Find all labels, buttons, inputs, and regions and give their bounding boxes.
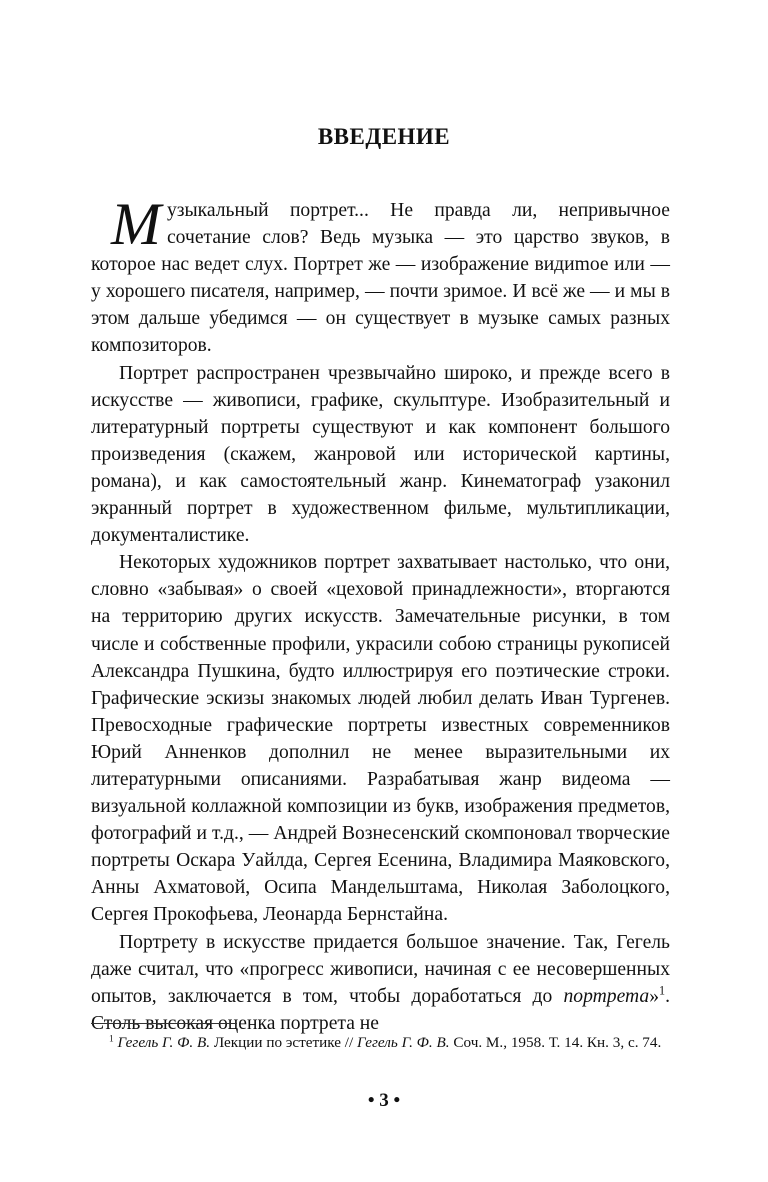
paragraph-2: Портрет распространен чрезвычайно широко, и прежде всего в искусстве — живописи, графике, скульптуре. Изобразительный и литературный портреты существуют и как компонент большого произведения (скажем, жанровой или исторической картины, романа), и как самостоятельный жанр. Кинематограф узаконил экранный портрет в художественном фильме, мультипликации, документалистике. bbox=[91, 362, 670, 547]
chapter-title: ВВЕДЕНИЕ bbox=[317, 124, 451, 149]
footnote-reference: 1 bbox=[659, 983, 666, 998]
paragraph-4-text-start: Портрету в искусстве придается большое значение. Так, Гегель даже считал, что «прогресс живописи, начиная с ее несовершенных опытов, заключается в том, чтобы доработаться до bbox=[91, 931, 670, 1007]
drop-cap: М bbox=[111, 191, 161, 257]
footnote-text-2: Соч. М., 1958. Т. 14. Кн. 3, с. 74. bbox=[449, 1034, 662, 1051]
paragraph-4 bbox=[91, 929, 670, 1037]
footnote-mark: 1 bbox=[109, 1034, 114, 1045]
paragraph-1-text: узыкальный портрет... Не правда ли, непривычное сочетание слов? Ведь музыка — это царство звуков, в которое нас ведет слух. Портрет же — изображение видиmое или — у хорошего писателя, например, — почти зримое. И всё же — и мы в этом дальше убедимся — он существует в музыке самых разных композиторов. bbox=[91, 200, 670, 357]
paragraph-4-text-end: . Столь высокая оценка портрета не bbox=[91, 985, 670, 1034]
footnote-author-1: Гегель Г. Ф. В. bbox=[117, 1034, 211, 1051]
paragraph-1 bbox=[91, 191, 670, 360]
body-text bbox=[91, 191, 670, 1037]
footnote-text-1: Лекции по эстетике // bbox=[210, 1034, 358, 1051]
footnote bbox=[91, 1032, 670, 1053]
page-number: • 3 • bbox=[367, 1090, 401, 1111]
footnote-author-2: Гегель Г. Ф. В. bbox=[357, 1034, 450, 1051]
paragraph-3: Некоторых художников портрет захватывает настолько, что они, словно «забывая» о своей «цеховой принадлежности», вторгаются на территорию других искусств. Замечательные рисунки, в том числе и собственные профили, украсили собою страницы рукописей Александра Пушкина, будто иллюстрируя его поэтические строки. Графические эскизы знакомых людей любил делать Иван Тургенев. Превосходные графические портреты известных современников Юрий Анненков дополнил не менее выразительными их литературными описаниями. Разрабатывая жанр видеома — визуальной коллажной композиции из букв, изображения предметов, фотографий и т.д., — Андрей Вознесенский скомпоновал творческие портреты Оскара Уайлда, Сергея Есенина, Владимира Маяковского, Анны Ахматовой, Осипа Мандельштама, Николая Заболоцкого, Сергея Прокофьева, Леонарда Бернстайна. bbox=[91, 552, 670, 926]
closing-quote: » bbox=[649, 985, 660, 1007]
paragraph-4-italic-word: портрета bbox=[563, 985, 650, 1007]
footnote-divider bbox=[91, 1023, 237, 1024]
